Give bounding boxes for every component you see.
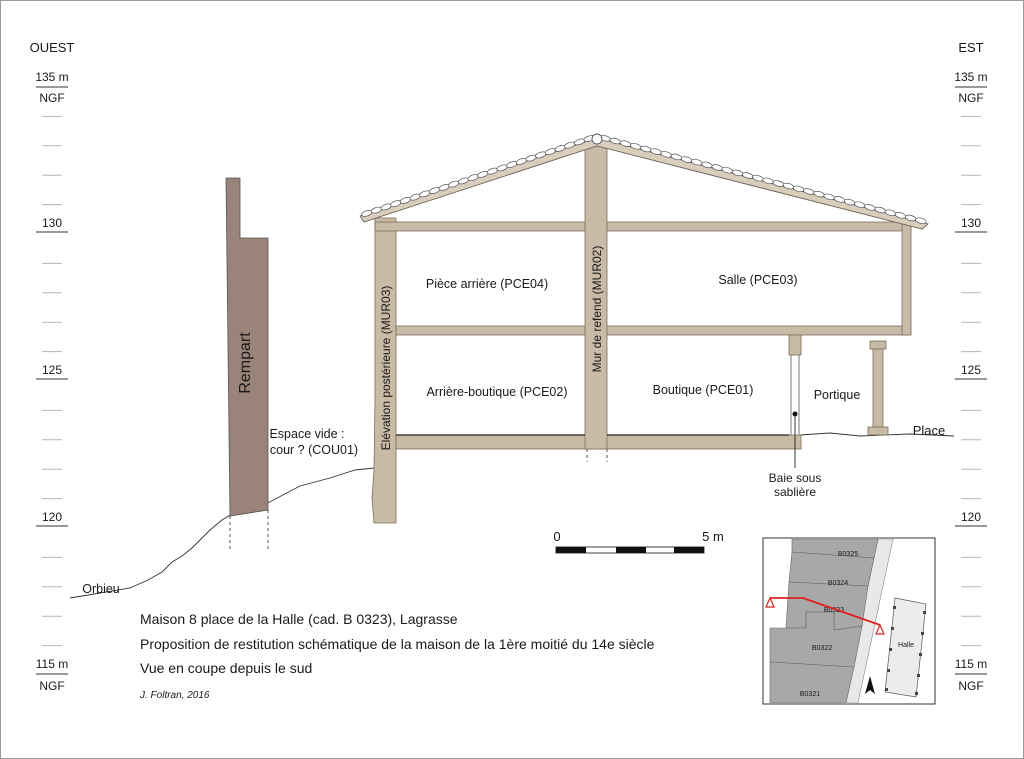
parcel-label-b0323: B0323: [823, 607, 845, 614]
orbieu-label: Orbieu: [82, 582, 120, 596]
parcel-label-b0324: B0324: [827, 580, 849, 587]
roof: [360, 134, 928, 229]
terrain-profile: [70, 468, 374, 598]
inset-map: [763, 538, 935, 704]
left-minor-ticks: [42, 116, 62, 645]
scale-bar: [553, 529, 723, 553]
pce03-label: Salle (PCE03): [718, 273, 798, 287]
left-altitude-scale: [30, 40, 75, 693]
pce01-label: Boutique (PCE01): [652, 383, 754, 397]
alt-130-label: 130: [41, 216, 63, 230]
scale-bar-end: 5 m: [702, 529, 724, 544]
front-upper-wall: [902, 222, 911, 335]
alt-115-label: 115 m: [35, 657, 69, 671]
alt-115-unit-right: NGF: [958, 679, 984, 693]
caption-title: Maison 8 place de la Halle (cad. B 0323), Lagrasse: [140, 611, 458, 627]
scale-bar-seg-5: [674, 547, 704, 553]
portique-base: [868, 427, 888, 435]
portique-column: [873, 349, 883, 427]
cour-label-line2: cour ? (COU01): [269, 443, 359, 457]
alt-120-label-right: 120: [960, 510, 982, 524]
pce02-label: Arrière-boutique (PCE02): [426, 385, 568, 399]
alt-125-label: 125: [41, 363, 63, 377]
alt-125-label-right: 125: [960, 363, 982, 377]
alt-130-label-right: 130: [960, 216, 982, 230]
alt-120-label: 120: [41, 510, 63, 524]
mur03-label: Elévation postérieure (MUR03): [379, 285, 393, 451]
scale-bar-start: 0: [553, 529, 561, 544]
place-label: Place: [912, 423, 946, 438]
caption-subtitle: Proposition de restitution schématique de la maison de la 1ère moitié du 14e siècle: [140, 636, 655, 652]
scale-bar-seg-1: [556, 547, 586, 553]
right-minor-ticks: [961, 116, 981, 645]
alt-135-unit: NGF: [39, 91, 65, 105]
roof-tiles: [361, 134, 927, 224]
cour-label-line1: Espace vide :: [269, 427, 345, 441]
parcel-label-b0321: B0321: [799, 691, 821, 698]
west-label: OUEST: [29, 40, 75, 55]
scale-bar-seg-3: [616, 547, 646, 553]
pce04-label: Pièce arrière (PCE04): [425, 277, 549, 291]
baie-label-line2: sablière: [773, 485, 817, 499]
portique-capital: [870, 341, 886, 349]
mur02-label: Mur de refend (MUR02): [590, 245, 604, 373]
portique-label: Portique: [813, 388, 861, 402]
caption-view: Vue en coupe depuis le sud: [140, 660, 313, 676]
alt-135-unit-right: NGF: [958, 91, 984, 105]
ridge-tile: [592, 134, 602, 144]
east-label: EST: [958, 40, 984, 55]
alt-115-unit: NGF: [39, 679, 65, 693]
baie-label-line1: Baie sous: [768, 471, 822, 485]
roof-structure: [360, 138, 928, 229]
front-pillar-head: [789, 335, 801, 355]
rempart-label: Rempart: [237, 332, 254, 394]
middle-floor: [396, 326, 911, 335]
alt-135-label-right: 135 m: [954, 70, 988, 84]
parcel-label-b0322: B0322: [811, 645, 833, 652]
halle-label: Halle: [898, 642, 914, 649]
caption-credit: J. Foltran, 2016: [140, 690, 210, 701]
right-altitude-scale: [954, 40, 987, 693]
upper-beam: [375, 222, 911, 231]
parcel-label-b0325: B0325: [837, 551, 859, 558]
alt-135-label: 135 m: [35, 70, 69, 84]
alt-115-label-right: 115 m: [954, 657, 988, 671]
